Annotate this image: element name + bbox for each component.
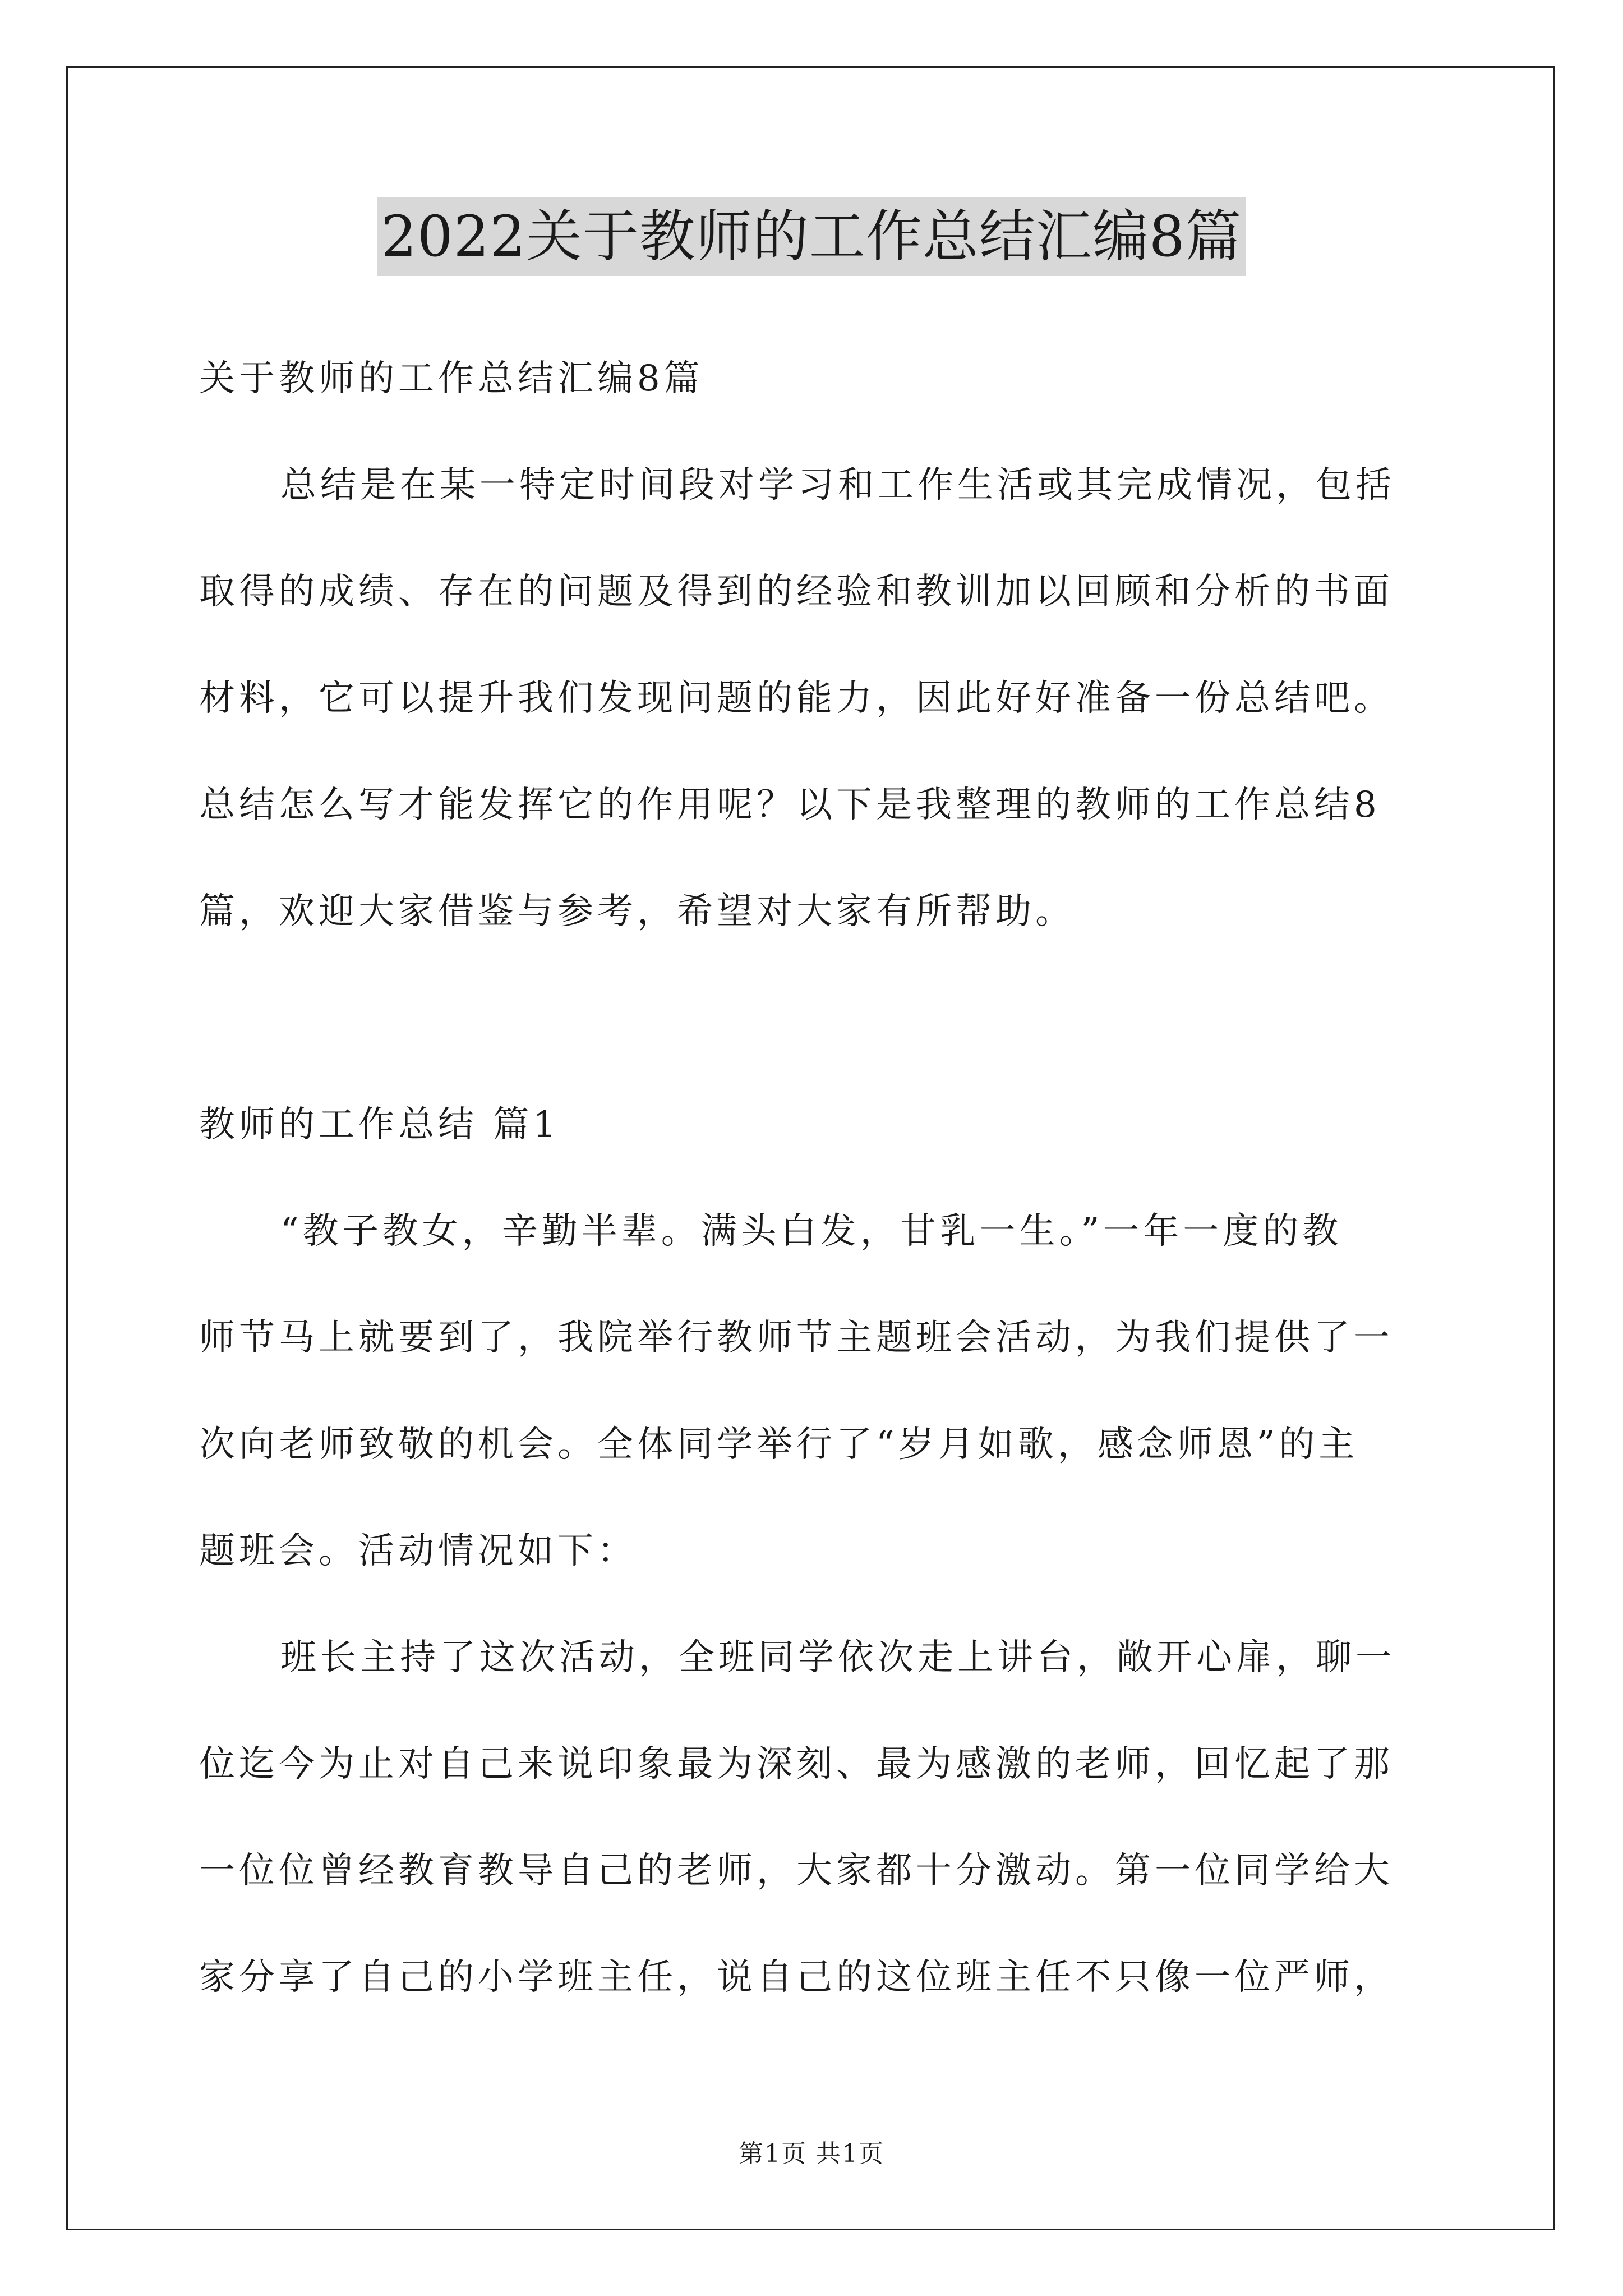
- intro-line-3: 材料，它可以提升我们发现问题的能力，因此好好准备一份总结吧。: [199, 678, 1394, 719]
- para2-line-3: 一位位曾经教育教导自己的老师，大家都十分激动。第一位同学给大: [199, 1850, 1394, 1892]
- title-container: [0, 197, 1623, 276]
- para2-line-1: 班长主持了这次活动，全班同学依次走上讲台，敞开心扉，聊一: [280, 1637, 1395, 1678]
- intro-line-4: 总结怎么写才能发挥它的作用呢？以下是我整理的教师的工作总结8: [199, 784, 1381, 826]
- para1-line-1: “教子教女，辛勤半辈。满头白发，甘乳一生。”一年一度的教: [280, 1211, 1343, 1252]
- intro-line-5: 篇，欢迎大家借鉴与参考，希望对大家有所帮助。: [199, 891, 1075, 932]
- para2-line-4: 家分享了自己的小学班主任，说自己的这位班主任不只像一位严师，: [199, 1957, 1394, 1998]
- para1-line-2: 师节马上就要到了，我院举行教师节主题班会活动，为我们提供了一: [199, 1317, 1394, 1359]
- page-number-footer: 第1页 共1页: [739, 2139, 884, 2168]
- section-heading: 教师的工作总结 篇1: [199, 1104, 560, 1145]
- intro-line-1: 总结是在某一特定时间段对学习和工作生活或其完成情况，包括: [280, 464, 1395, 506]
- document-title: 2022关于教师的工作总结汇编8篇: [377, 197, 1245, 276]
- para1-line-4: 题班会。活动情况如下：: [199, 1530, 637, 1572]
- intro-line-2: 取得的成绩、存在的问题及得到的经验和教训加以回顾和分析的书面: [199, 571, 1394, 613]
- para1-line-3: 次向老师致敬的机会。全体同学举行了“岁月如歌，感念师恩”的主: [199, 1424, 1359, 1465]
- para2-line-2: 位迄今为止对自己来说印象最为深刻、最为感激的老师，回忆起了那: [199, 1743, 1394, 1785]
- document-subtitle: 关于教师的工作总结汇编8篇: [199, 358, 704, 399]
